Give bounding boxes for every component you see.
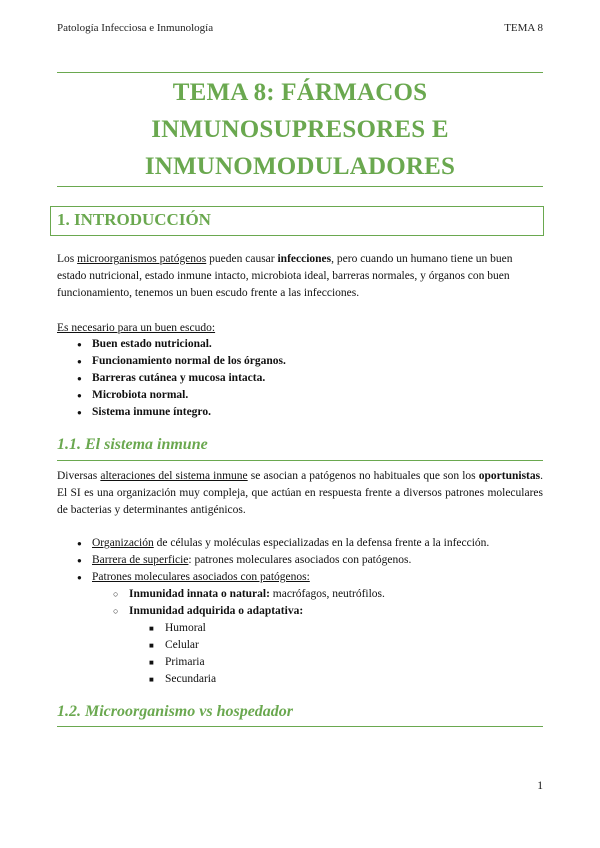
page-title [57, 74, 543, 185]
list-item: ○ Inmunidad innata o natural: macrófagos, neutrófilos. [57, 586, 543, 603]
subsection-heading-sistema-inmune: 1.1. El sistema inmune [57, 436, 208, 453]
subsection-rule [57, 460, 543, 461]
list-item: ● Organización de células y moléculas especializadas en la defensa frente a la infección. [57, 535, 543, 552]
title-line-2: INMUNOSUPRESORES E [151, 116, 449, 143]
list-item: ■ Humoral [57, 620, 543, 637]
intro-paragraph: Los microorganismos patógenos pueden causar infecciones, pero cuando un humano tiene un buen estado nutricional, estado inmune intacto, microbiota ideal, barreras normales, y órganos con buen funcionamiento, tenemos un buen escudo frente a las infecciones. [57, 253, 513, 299]
title-bottom-rule [57, 186, 543, 187]
list-item: ● Sistema inmune íntegro. [57, 404, 543, 421]
list-item: ● Buen estado nutricional. [57, 336, 543, 353]
section-heading-introduccion: 1. INTRODUCCIÓN [57, 210, 211, 229]
subsection-heading-microorganismo: 1.2. Microorganismo vs hospedador [57, 703, 294, 720]
title-line-3: INMUNOMODULADORES [144, 153, 456, 180]
page-number: 1 [537, 780, 543, 792]
list-item: ■ Celular [57, 637, 543, 654]
list-item: ● Barrera de superficie: patrones moleculares asociados con patógenos. [57, 552, 543, 569]
list-item: ● Funcionamiento normal de los órganos. [57, 353, 543, 370]
title-top-rule [57, 72, 543, 73]
immune-system-paragraph: Diversas alteraciones del sistema inmune se asocian a patógenos no habituales que son los oportunistas. El SI es una organización muy compleja, que actúan en respuesta frente a diversos patrones moleculares de bacterias y determinantes antigénicos. [57, 470, 543, 516]
list-item: ■ Primaria [57, 654, 543, 671]
list-label: Es necesario para un buen escudo: [57, 322, 216, 334]
title-line-1: TEMA 8: FÁRMACOS [172, 79, 428, 106]
section-heading-box [50, 206, 544, 236]
list-item: ● Barreras cutánea y mucosa intacta. [57, 370, 543, 387]
immune-system-list [57, 535, 543, 688]
running-header-course: Patología Infecciosa e Inmunología [57, 22, 214, 34]
running-header-topic: TEMA 8 [504, 22, 543, 34]
subsection-rule [57, 726, 543, 727]
shield-requirements-list [57, 336, 543, 421]
list-item: ● Microbiota normal. [57, 387, 543, 404]
list-item: ● Patrones moleculares asociados con patógenos: [57, 569, 543, 586]
list-item: ■ Secundaria [57, 671, 543, 688]
list-item: ○ Inmunidad adquirida o adaptativa: [57, 603, 543, 620]
